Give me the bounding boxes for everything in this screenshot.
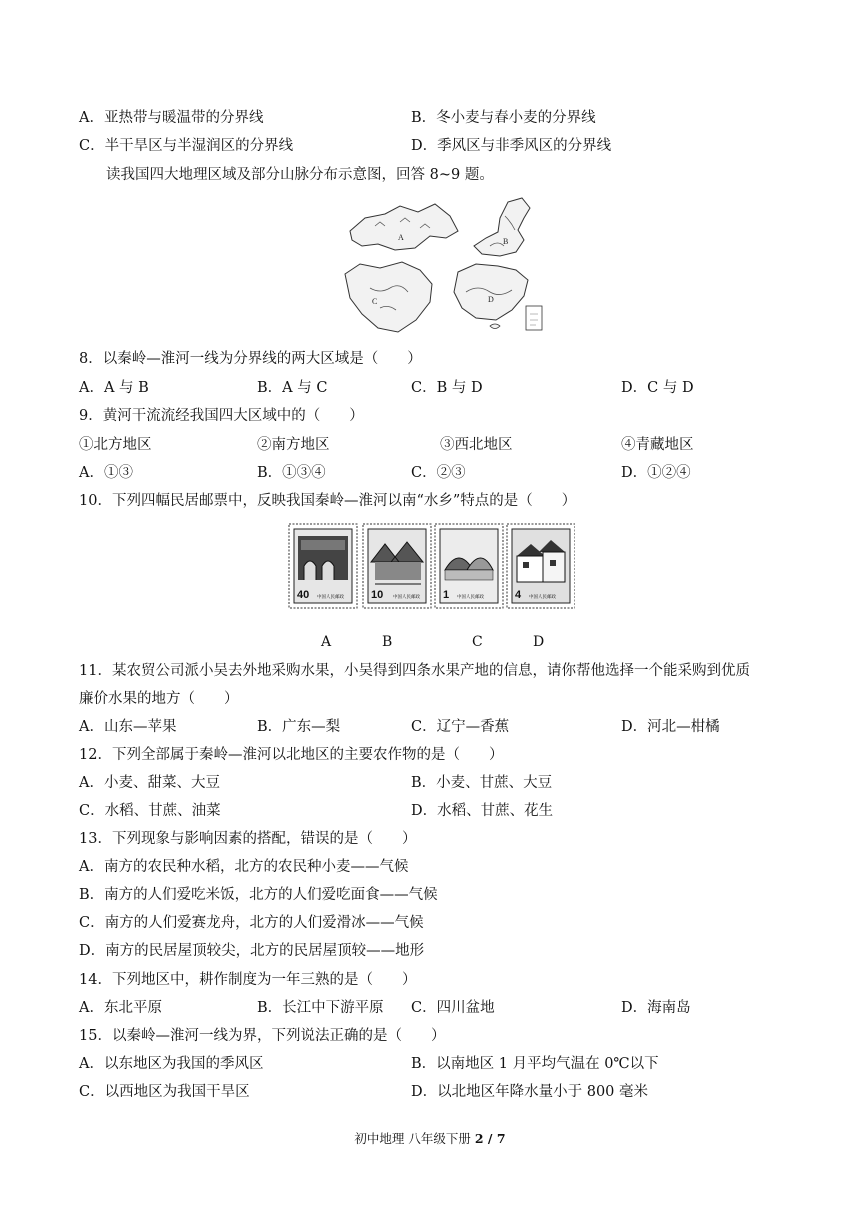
q10-stem: 10．下列四幅民居邮票中，反映我国秦岭—淮河以南“水乡”特点的是（ ） xyxy=(79,493,577,509)
q13-option-d: D．南方的民居屋顶较尖，北方的民居屋顶较——地形 xyxy=(79,943,425,959)
q7-option-b: B．冬小麦与春小麦的分界线 xyxy=(411,110,596,126)
q8-option-a: A．A 与 B xyxy=(79,380,149,396)
q8-option-d: D．C 与 D xyxy=(621,380,694,396)
q9-item-4: ④青藏地区 xyxy=(621,437,694,453)
stamp-c-label: 中国人民邮政 xyxy=(457,595,484,600)
q11-option-a: A．山东—苹果 xyxy=(79,719,177,735)
stamp-d-value: 4 xyxy=(515,589,522,601)
footer-text: 初中地理 八年级下册 xyxy=(354,1131,475,1146)
q8-option-c: C．B 与 D xyxy=(411,380,483,396)
stamp-b xyxy=(363,524,431,608)
q7-option-c: C．半干旱区与半湿润区的分界线 xyxy=(79,138,294,154)
intro-8-9: 读我国四大地理区域及部分山脉分布示意图，回答 8~9 题。 xyxy=(106,167,494,183)
q13-option-b: B．南方的人们爱吃米饭，北方的人们爱吃面食——气候 xyxy=(79,887,438,903)
stamp-caption-c: C xyxy=(472,634,483,650)
q11-stem-line1: 11．某农贸公司派小吴去外地采购水果，小吴得到四条水果产地的信息，请你帮他选择一个能采购到优质 xyxy=(79,663,750,679)
q14-option-c: C．四川盆地 xyxy=(411,1000,495,1016)
q9-item-3: ③西北地区 xyxy=(440,437,513,453)
hainan-island xyxy=(490,324,500,329)
q14-option-b: B．长江中下游平原 xyxy=(257,1000,384,1016)
stamp-caption-b: B xyxy=(382,634,393,650)
q9-item-2: ②南方地区 xyxy=(257,437,330,453)
q8-stem: 8．以秦岭—淮河一线为分界线的两大区域是（ ） xyxy=(79,351,422,367)
q13-option-a: A．南方的农民种水稻，北方的农民种小麦——气候 xyxy=(79,859,409,875)
region-b-shape xyxy=(474,198,530,256)
stamp-caption-d: D xyxy=(533,634,545,650)
q15-option-b: B．以南地区 1 月平均气温在 0℃以下 xyxy=(411,1056,659,1072)
q12-stem: 12．下列全部属于秦岭—淮河以北地区的主要农作物的是（ ） xyxy=(79,747,504,763)
q8-option-b: B．A 与 C xyxy=(257,380,328,396)
stamp-b-value: 10 xyxy=(371,589,384,601)
q15-option-a: A．以东地区为我国的季风区 xyxy=(79,1056,264,1072)
region-a-shape xyxy=(350,204,458,250)
q9-stem: 9．黄河干流流经我国四大区域中的（ ） xyxy=(79,408,364,424)
stamp-a-value: 40 xyxy=(297,589,310,601)
q14-stem: 14．下列地区中，耕作制度为一年三熟的是（ ） xyxy=(79,972,417,988)
q13-stem: 13．下列现象与影响因素的搭配，错误的是（ ） xyxy=(79,831,417,847)
q9-option-c: C．②③ xyxy=(411,465,466,481)
q15-option-c: C．以西地区为我国干旱区 xyxy=(79,1084,250,1100)
south-china-sea-inset xyxy=(526,306,542,330)
stamp-a xyxy=(289,524,357,608)
q14-option-a: A．东北平原 xyxy=(79,1000,162,1016)
stamp-c xyxy=(435,524,503,608)
stamp-d-label: 中国人民邮政 xyxy=(529,595,556,600)
page-number: 2 xyxy=(474,1131,484,1146)
region-c-shape xyxy=(345,262,432,332)
region-a-label: A xyxy=(398,233,404,242)
stamp-a-label: 中国人民邮政 xyxy=(317,595,344,600)
stamp-c-value: 1 xyxy=(443,589,450,601)
q11-option-d: D．河北—柑橘 xyxy=(621,719,720,735)
q11-stem-line2: 廉价水果的地方（ ） xyxy=(79,691,239,707)
stamps-figure xyxy=(287,522,575,610)
region-b-label: B xyxy=(503,237,509,246)
q12-option-d: D．水稻、甘蔗、花生 xyxy=(411,803,554,819)
q9-item-1: ①北方地区 xyxy=(79,437,152,453)
page-separator: / xyxy=(483,1131,497,1146)
page-total: 7 xyxy=(496,1131,506,1146)
q9-option-a: A．①③ xyxy=(79,465,133,481)
region-map-figure xyxy=(340,196,550,341)
q15-option-d: D．以北地区年降水量小于 800 毫米 xyxy=(411,1084,649,1100)
q14-option-d: D．海南岛 xyxy=(621,1000,691,1016)
q11-option-b: B．广东—梨 xyxy=(257,719,341,735)
q12-option-a: A．小麦、甜菜、大豆 xyxy=(79,775,220,791)
q9-option-d: D．①②④ xyxy=(621,465,691,481)
q12-option-b: B．小麦、甘蔗、大豆 xyxy=(411,775,553,791)
stamp-d xyxy=(507,524,575,608)
q11-option-c: C．辽宁—香蕉 xyxy=(411,719,510,735)
q9-option-b: B．①③④ xyxy=(257,465,326,481)
q7-option-a: A．亚热带与暖温带的分界线 xyxy=(79,110,264,126)
page-footer xyxy=(0,1129,860,1147)
region-d-shape xyxy=(454,264,528,320)
q13-option-c: C．南方的人们爱赛龙舟，北方的人们爱滑冰——气候 xyxy=(79,915,424,931)
region-c-label: C xyxy=(372,297,378,306)
q7-option-d: D．季风区与非季风区的分界线 xyxy=(411,138,612,154)
region-d-label: D xyxy=(488,295,494,304)
q15-stem: 15．以秦岭—淮河一线为界，下列说法正确的是（ ） xyxy=(79,1028,446,1044)
stamp-caption-a: A xyxy=(321,634,332,650)
stamp-b-label: 中国人民邮政 xyxy=(393,595,420,600)
q12-option-c: C．水稻、甘蔗、油菜 xyxy=(79,803,221,819)
